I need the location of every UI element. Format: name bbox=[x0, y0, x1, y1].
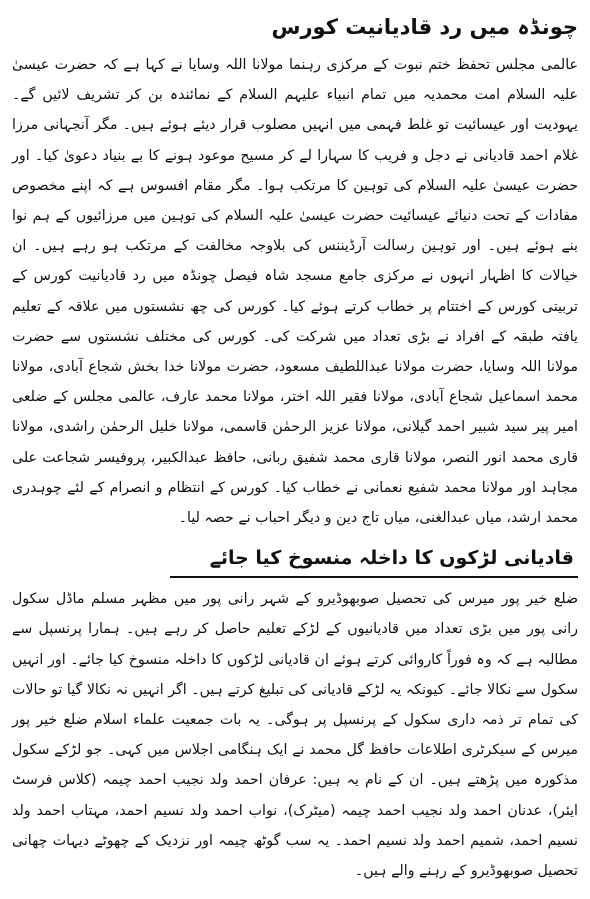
article-2-heading bbox=[12, 543, 578, 578]
article-1-body: عالمی مجلس تحفظ ختم نبوت کے مرکزی رہنما مولانا اللہ وسایا نے کہا ہے کہ حضرت عیسیٰ علیہ السلام امت محمدیہ میں تمام انبیاء علیہم السلام کے نمائندہ بن کر تشریف لائیں گے۔ یہودیت اور عیسائیت تو غلط فہمی میں انہیں مصلوب قرار دیئے ہوئے ہیں۔ مگر آنجہانی مرزا غلام احمد قادیانی نے دجل و فریب کا سہارا لے کر مسیح موعود ہونے کا بے بنیاد دعویٰ کیا۔ اور حضرت عیسیٰ علیہ السلام کی توہین کا مرتکب ہوا۔ مگر مقام افسوس ہے کہ اپنے مخصوص مفادات کے تحت دنیائے عیسائیت حضرت عیسیٰ علیہ السلام کی توہین میں مرزائیوں کے ہم نوا بنے ہوئے ہیں۔ اور توہین رسالت آرڈیننس کی بلاوجہ مخالفت کے مرتکب ہو رہے ہیں۔ ان خیالات کا اظہار انہوں نے مرکزی جامع مسجد شاہ فیصل چونڈہ میں رد قادیانیت کورس کے تربیتی کورس کے اختتام پر خطاب کرتے ہوئے کیا۔ کورس کی چھ نشستوں میں علاقہ کے تعلیم یافتہ طبقہ کے افراد نے بڑی تعداد میں شرکت کی۔ کورس کی مختلف نشستوں سے حضرت مولانا اللہ وسایا، حضرت مولانا عبداللطیف مسعود، حضرت مولانا خدا بخش شجاع آبادی، مولانا محمد اسماعیل شجاع آبادی، مولانا فقیر اللہ اختر، مولانا محمد عارف، عالمی مجلس کے ضلعی امیر پیر سید شبیر احمد گیلانی، مولانا عزیز الرحمٰن قاسمی، مولانا خلیل الرحمٰن راشدی، مولانا قاری محمد انور النصر، مولانا قاری محمد شفیق ربانی، حافظ عبدالکبیر، پروفیسر شجاعت علی مجاہد اور مولانا محمد شفیع نعمانی نے خطاب کیا۔ کورس کے انتظام و انصرام کے لئے چوہدری محمد ارشد، میاں عبدالغنی، میاں تاج دین و دیگر احباب نے حصہ لیا۔ bbox=[12, 57, 578, 527]
article-2-body: ضلع خیر پور میرس کی تحصیل صوبھوڈیرو کے شہر رانی پور میں مظہر مسلم ماڈل سکول رانی پور میں بڑی تعداد میں قادیانیوں کے لڑکے تعلیم حاصل کر رہے ہیں۔ ہمارا پرنسپل سے مطالبہ ہے کہ وہ فوراً کاروائی کرتے ہوئے ان قادیانی لڑکوں کا داخلہ منسوخ کیا جائے۔ اور انہیں سکول سے نکالا جائے۔ کیونکہ یہ لڑکے قادیانی کی تبلیغ کرتے ہیں۔ اگر انہیں نہ نکالا گیا تو حالات کی تمام تر ذمہ داری سکول کے پرنسپل پر ہوگی۔ یہ بات جمعیت علماء اسلام ضلع خیر پور میرس کے سیکرٹری اطلاعات حافظ گل محمد نے ایک ہنگامی اجلاس میں کہی۔ جو لڑکے سکول مذکورہ میں پڑھتے ہیں۔ ان کے نام یہ ہیں: عرفان احمد ولد نجیب احمد چیمہ (کلاس فرسٹ ایئر)، عدنان احمد ولد نجیب احمد چیمہ (میٹرک)، نواب احمد ولد نسیم احمد، مہتاب احمد ولد نسیم احمد، شمیم احمد ولد نسیم احمد۔ یہ سب گوٹھ چیمہ اور نزدیک کے چھوٹے دیہات چھانی تحصیل صوبھوڈیرو کے رہنے والے ہیں۔ bbox=[12, 591, 578, 880]
article-2-title: قادیانی لڑکوں کا داخلہ منسوخ کیا جائے bbox=[170, 543, 578, 578]
article-1-title: چونڈہ میں رد قادیانیت کورس bbox=[271, 15, 578, 39]
